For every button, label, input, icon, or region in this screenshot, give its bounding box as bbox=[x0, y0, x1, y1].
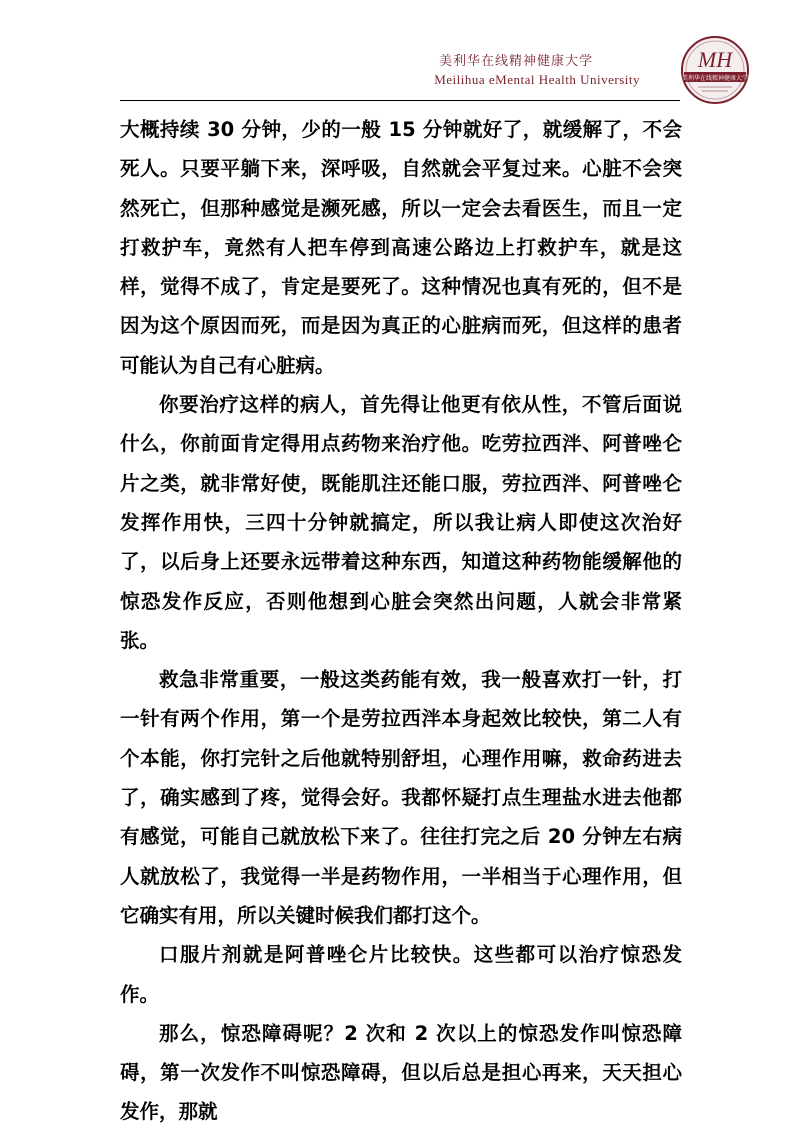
paragraph: 口服片剂就是阿普唑仑片比较快。这些都可以治疗惊恐发作。 bbox=[120, 943, 682, 1006]
logo-text: MH bbox=[697, 47, 733, 72]
header-divider bbox=[120, 100, 680, 101]
paragraph: 那么，惊恐障碍呢？2 次和 2 次以上的惊恐发作叫惊恐障碍，第一次发作不叫惊恐障碍，但以后总是担心再来，天天担心发作，那就 bbox=[120, 1021, 682, 1124]
page-header bbox=[0, 0, 800, 110]
university-name-en: Meilihua eMental Health University bbox=[434, 72, 640, 87]
document-body bbox=[120, 110, 682, 1132]
paragraph: 你要治疗这样的病人，首先得让他更有依从性，不管后面说什么，你前面肯定得用点药物来治疗他。吃劳拉西泮、阿普唑仑片之类，就非常好使，既能肌注还能口服，劳拉西泮、阿普唑仑发挥作用快，三四十分钟就搞定，所以我让病人即使这次治好了，以后身上还要永远带着这种东西，知道这种药物能缓解他的惊恐发作反应，否则他想到心脏会突然出问题，人就会非常紧张。 bbox=[120, 393, 682, 652]
university-name-cn: 美利华在线精神健康大学 bbox=[438, 54, 593, 69]
paragraph: 大概持续 30 分钟，少的一般 15 分钟就好了，就缓解了，不会死人。只要平躺下来，深呼吸，自然就会平复过来。心脏不会突然死亡，但那种感觉是濒死感，所以一定会去看医生，而且一定打救护车，竟然有人把车停到高速公路边上打救护车，就是这样，觉得不成了，肯定是要死了。这种情况也真有死的，但不是因为这个原因而死，而是因为真正的心脏病而死，但这样的患者可能认为自己有心脏病。 bbox=[120, 118, 682, 377]
university-logo bbox=[680, 35, 750, 105]
logo-subtext: 美利华在线精神健康大学 bbox=[681, 75, 749, 82]
paragraph: 救急非常重要，一般这类药能有效，我一般喜欢打一针，打一针有两个作用，第一个是劳拉西泮本身起效比较快，第二人有个本能，你打完针之后他就特别舒坦，心理作用嘛，救命药进去了，确实感到了疼，觉得会好。我都怀疑打点生理盐水进去他都有感觉，可能自己就放松下来了。往往打完之后 20 分钟左右病人就放松了，我觉得一半是药物作用，一半相当于心理作用，但它确实有用，所以关键时候我们都打这个。 bbox=[120, 668, 682, 927]
